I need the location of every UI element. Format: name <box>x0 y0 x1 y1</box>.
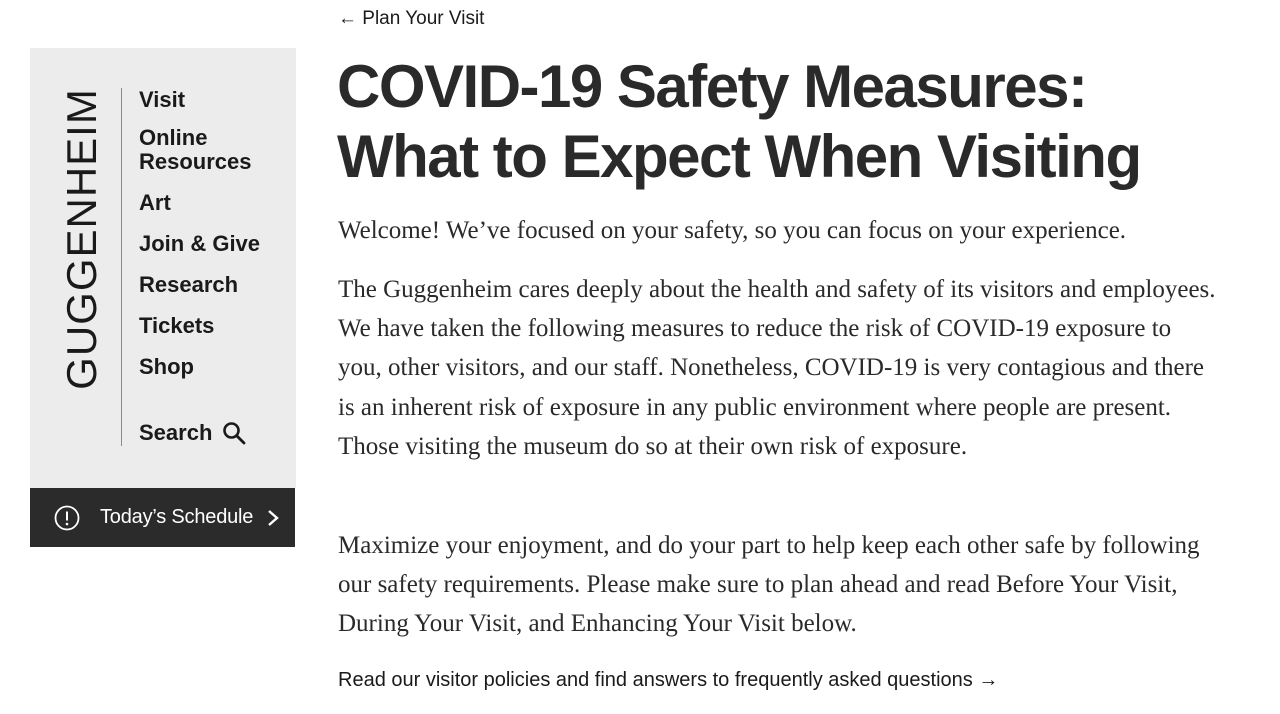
nav-item-join-give[interactable]: Join & Give <box>139 231 261 256</box>
requirements-paragraph: Maximize your enjoyment, and do your part to help keep each other safe by following our safety requirements. Please make sure to plan ahead and read Before Your Visit, During Your Visit, and Enhancing Your Visit below. <box>338 532 1200 638</box>
chevron-right-icon <box>267 509 279 527</box>
nav-divider <box>121 88 122 446</box>
nav-item-online-resources[interactable]: Online Resources <box>139 125 252 174</box>
search-button[interactable] <box>139 420 246 446</box>
nav-item-shop[interactable]: Shop <box>139 354 194 379</box>
sidebar <box>30 48 296 488</box>
nav-item-art[interactable]: Art <box>139 190 171 215</box>
nav-item-tickets[interactable]: Tickets <box>139 313 215 338</box>
todays-schedule-label: Today’s Schedule <box>100 506 254 528</box>
guggenheim-logo[interactable] <box>50 84 114 394</box>
nav-item-visit[interactable]: Visit <box>139 87 186 112</box>
search-icon <box>222 421 246 445</box>
safety-paragraph: The Guggenheim cares deeply about the health and safety of its visitors and employees. We have taken the following measures to reduce the risk of COVID-19 exposure to you, other visitors, and our staff. Nonetheless, COVID-19 is very contagious and there is an inherent risk of exposure in any public environment where people are present. Those visiting the museum do so at their own risk of exposure. <box>338 276 1216 460</box>
intro-paragraph: Welcome! We’ve focused on your safety, so you can focus on your experience. <box>338 217 1127 244</box>
todays-schedule-button[interactable] <box>30 488 295 547</box>
nav-item-research[interactable]: Research <box>139 272 239 297</box>
back-link-plan-your-visit[interactable]: ← Plan Your Visit <box>338 8 485 29</box>
page-title: COVID-19 Safety Measures: What to Expect When Visiting <box>337 53 1141 190</box>
main-nav <box>139 88 289 379</box>
search-label: Search <box>139 420 213 445</box>
visitor-policies-faq-link[interactable]: Read our visitor policies and find answers to frequently asked questions → <box>338 669 999 691</box>
info-icon <box>54 505 80 531</box>
logo-text[interactable]: GUGGENHEIM <box>58 88 105 390</box>
